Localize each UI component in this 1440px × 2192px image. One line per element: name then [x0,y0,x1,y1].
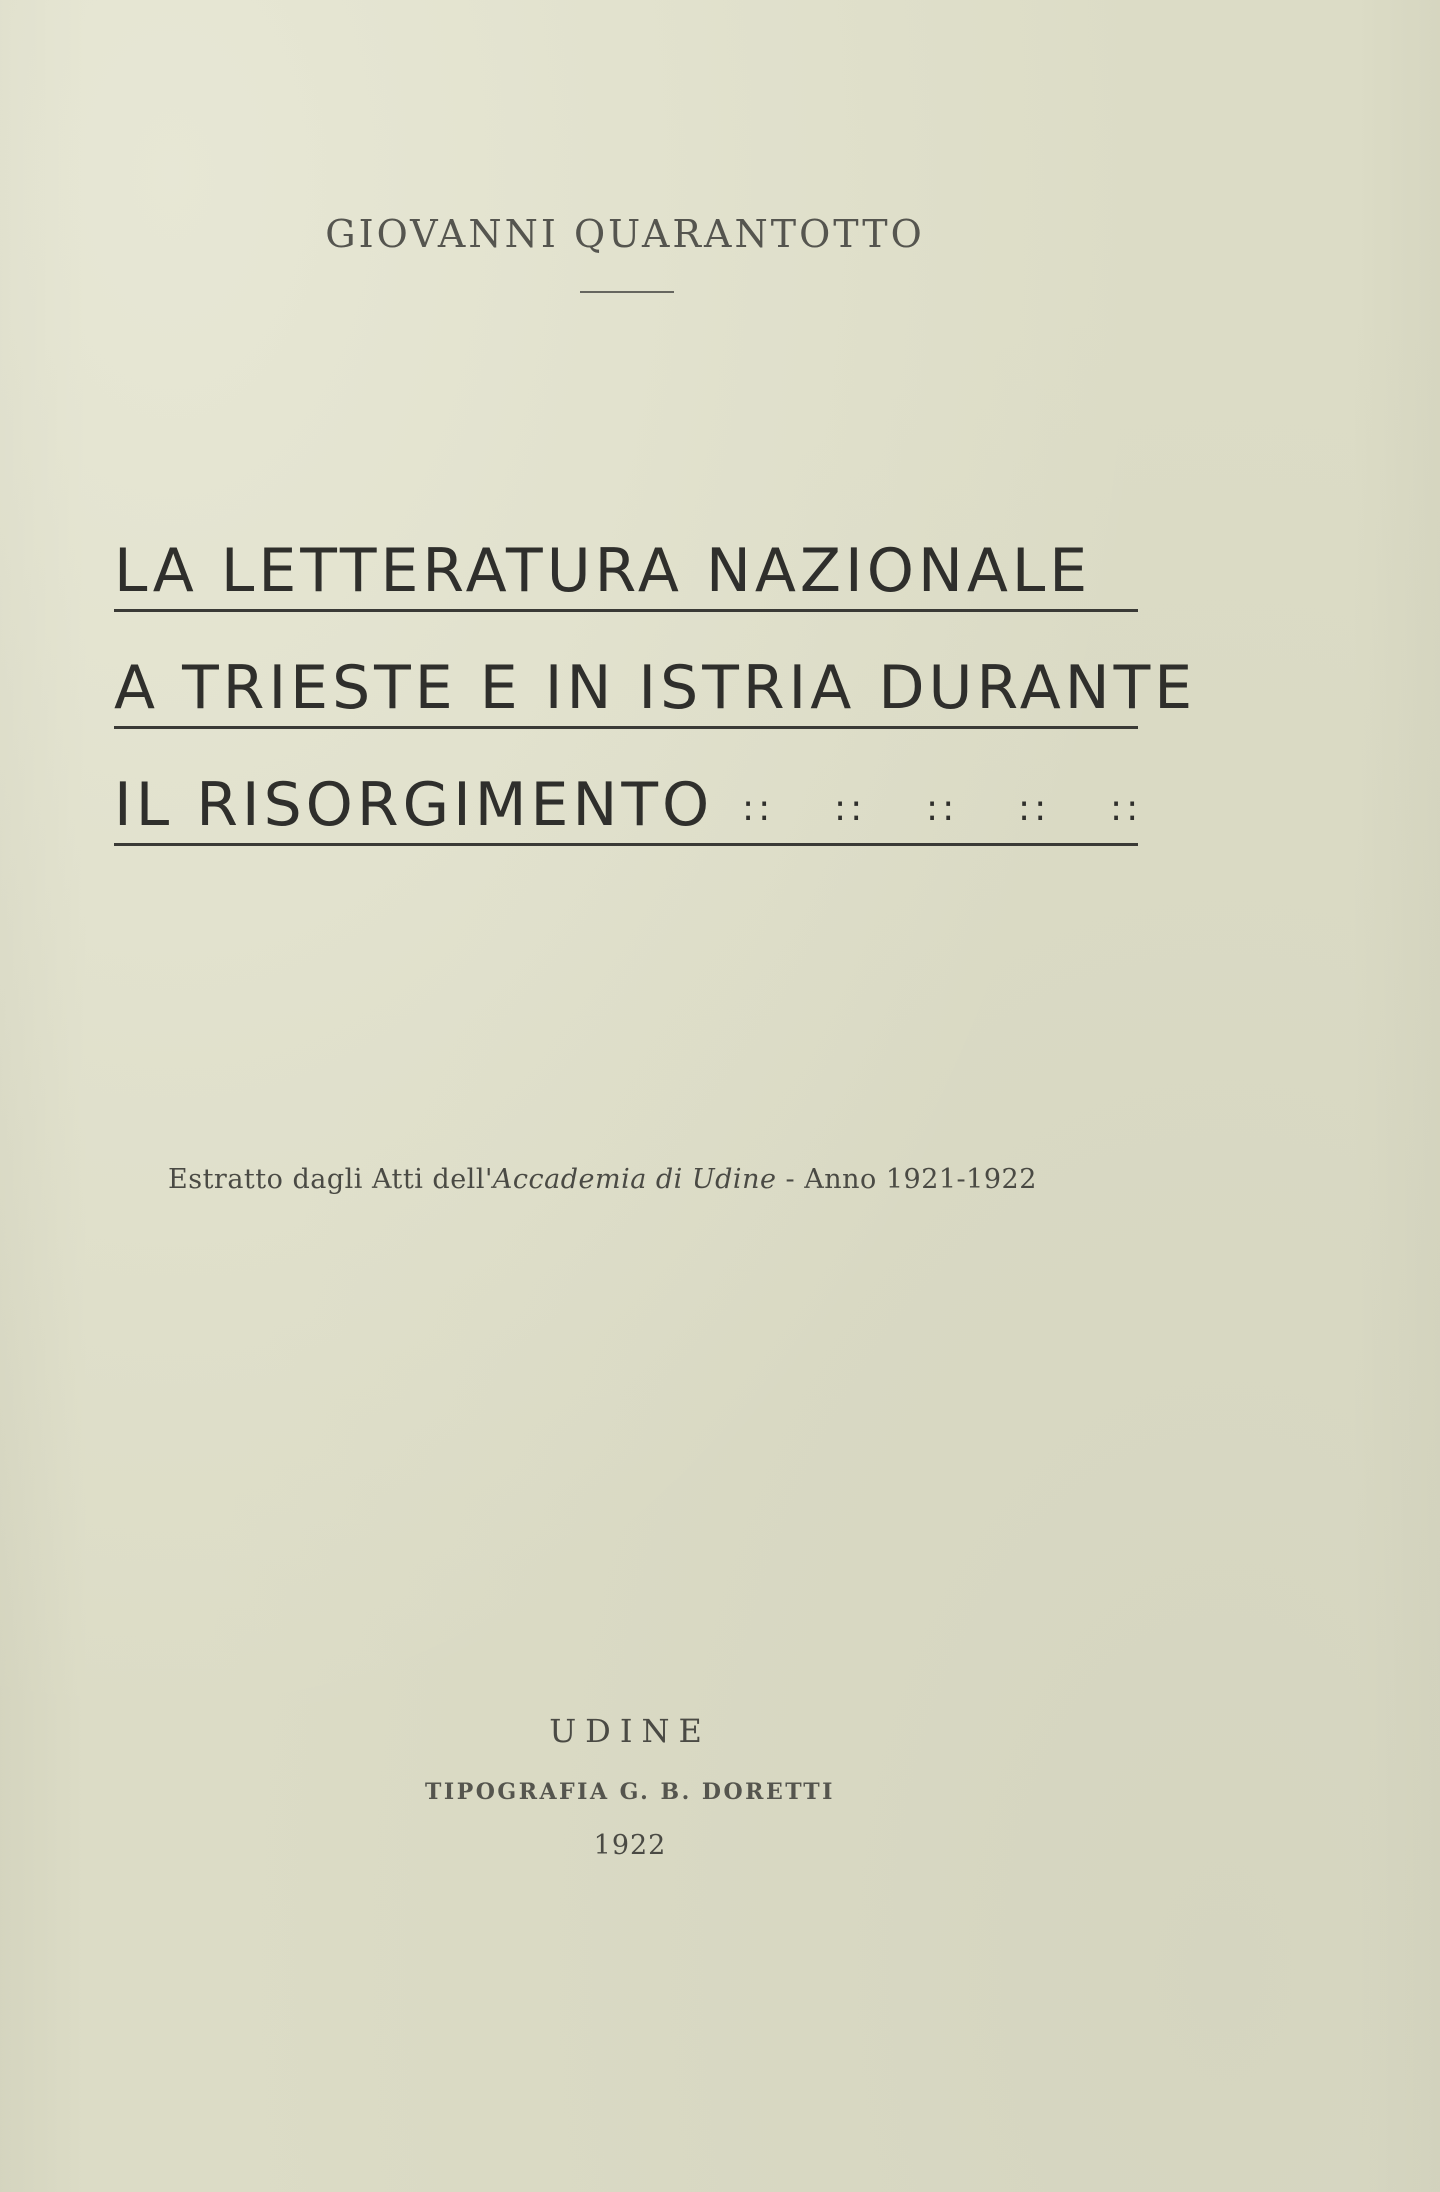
title-block [114,520,1197,846]
extract-publication: Accademia di Udine [492,1164,777,1195]
ornament-2: :: [834,788,867,829]
title-line-1-text: LA LETTERATURA NAZIONALE [114,536,1092,606]
title-line-2-text: A TRIESTE E IN ISTRIA DURANTE [114,653,1197,723]
ornament-5: :: [1110,788,1143,829]
ornament-1: :: [742,788,775,829]
imprint-printer: TIPOGRAFIA G. B. DORETTI [425,1779,835,1805]
imprint-city: UDINE [549,1712,711,1750]
author-name: GIOVANNI QUARANTOTTO [325,212,925,256]
imprint-year: 1922 [593,1830,667,1861]
extract-prefix: Estratto dagli Atti dell' [168,1164,493,1195]
title-ornaments [742,788,1143,829]
title-line-3 [114,729,1143,846]
ornament-4: :: [1018,788,1051,829]
author-divider [580,291,674,293]
extract-note [168,1164,1037,1195]
ornament-3: :: [926,788,959,829]
extract-suffix: - Anno 1921-1922 [776,1164,1037,1195]
title-line-2 [114,612,1197,729]
title-line-3-text: IL RISORGIMENTO [114,770,714,840]
title-line-1 [114,520,1138,612]
